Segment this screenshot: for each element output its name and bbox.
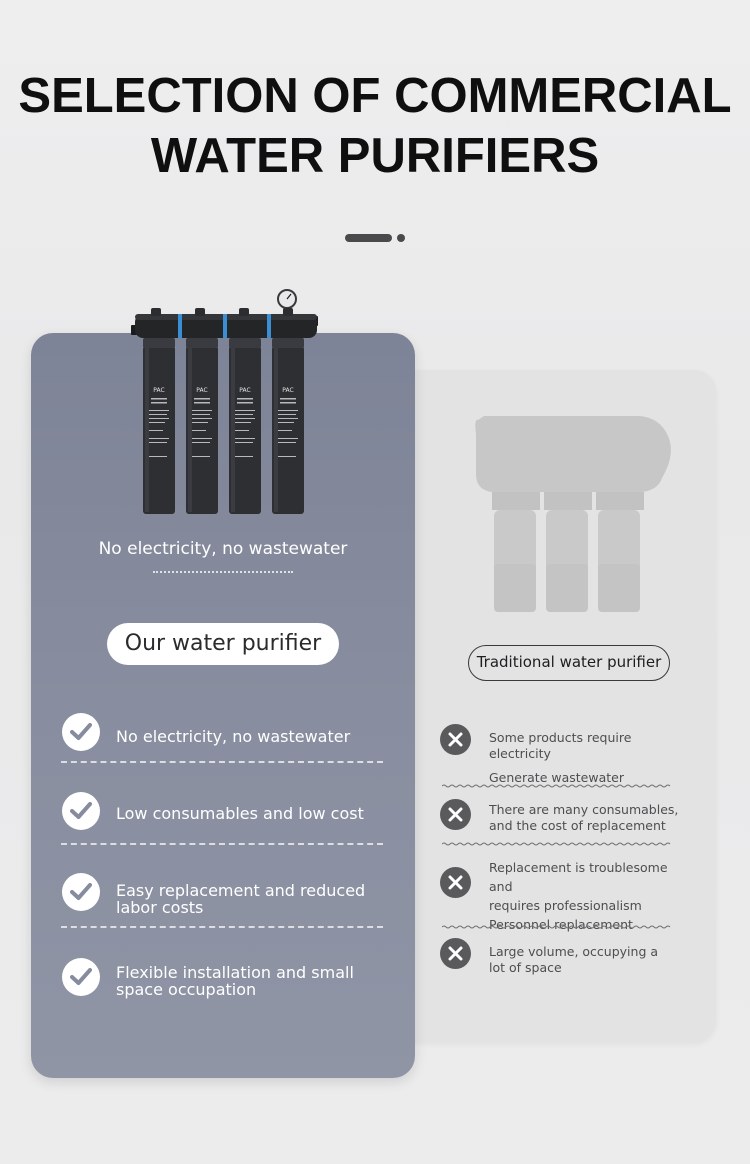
feature-text: No electricity, no wastewater: [116, 727, 351, 746]
con-text: lot of space: [489, 960, 562, 975]
feature-divider: [61, 761, 383, 763]
feature-divider: [61, 843, 383, 845]
feature-text: labor costs: [116, 898, 204, 917]
check-circle-icon: [62, 873, 100, 911]
product-brand-label: PAC: [239, 387, 251, 394]
con-text: Generate wastewater: [489, 770, 624, 785]
divider-dot: [397, 234, 405, 242]
con-text: Personnel replacement: [489, 917, 633, 932]
traditional-purifier-illustration: [472, 414, 676, 614]
feature-divider: [61, 926, 383, 928]
con-text: Replacement is troublesome and: [489, 860, 668, 894]
product-brand-label: PAC: [153, 387, 165, 394]
title-line-1: SELECTION OF COMMERCIAL: [18, 69, 732, 123]
feature-text: Easy replacement and reduced: [116, 881, 366, 900]
feature-text: space occupation: [116, 980, 257, 999]
con-text: requires professionalism: [489, 898, 642, 913]
our-purifier-subtitle: No electricity, no wastewater: [98, 539, 348, 559]
purifier-product-illustration: [127, 288, 322, 516]
con-text: There are many consumables,: [489, 802, 679, 817]
con-text: Large volume, occupying a: [489, 944, 659, 959]
our-purifier-label: Our water purifier: [107, 623, 339, 665]
check-circle-icon: [62, 792, 100, 830]
check-circle-icon: [62, 958, 100, 996]
x-circle-icon: [440, 724, 471, 755]
con-divider: [442, 842, 672, 846]
x-circle-icon: [440, 867, 471, 898]
con-divider: [442, 925, 672, 929]
con-divider: [442, 784, 672, 788]
x-circle-icon: [440, 938, 471, 969]
product-brand-label: PAC: [282, 387, 294, 394]
con-text: Some products require electricity: [489, 730, 632, 761]
divider-dash: [345, 234, 392, 242]
product-brand-label: PAC: [196, 387, 208, 394]
check-circle-icon: [62, 713, 100, 751]
traditional-purifier-label: Traditional water purifier: [468, 645, 670, 681]
page-title: [0, 66, 750, 186]
con-text: and the cost of replacement: [489, 818, 666, 833]
subtitle-underline: [153, 571, 293, 573]
feature-text: Flexible installation and small: [116, 963, 354, 982]
x-circle-icon: [440, 799, 471, 830]
feature-text: Low consumables and low cost: [116, 804, 364, 823]
title-line-2: WATER PURIFIERS: [150, 129, 600, 183]
